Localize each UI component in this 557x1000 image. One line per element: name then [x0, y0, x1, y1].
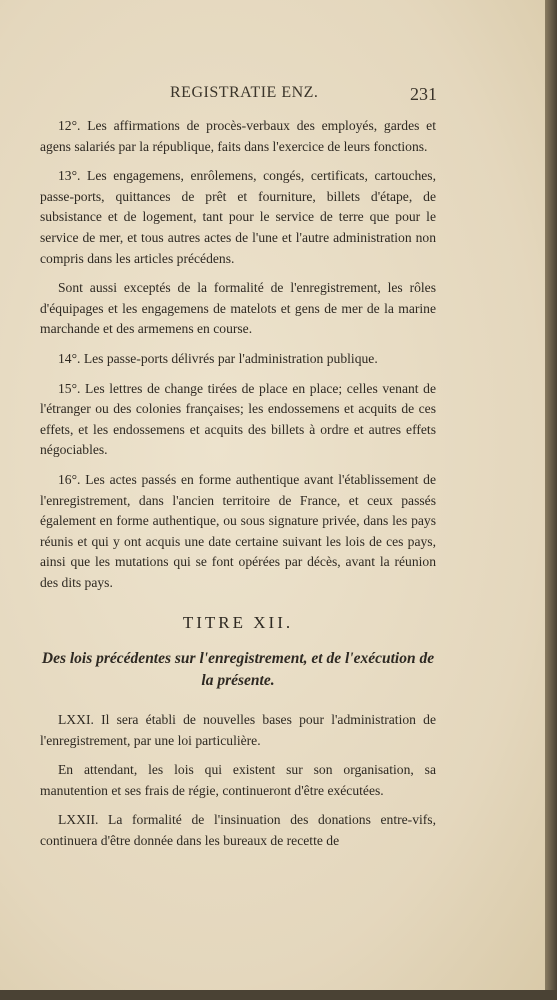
paragraph: LXXI. Il sera établi de nouvelles bases pour l'administration de l'enregistrement, par une loi particulière.	[40, 712, 436, 748]
paragraph: LXXII. La formalité de l'insinuation des donations entre-vifs, continuera d'être donnée dans les bureaux de recette de	[40, 812, 436, 849]
section-title: TITRE XII.	[182, 613, 294, 633]
body-text	[40, 116, 436, 861]
page-edge-right	[545, 0, 557, 1000]
paragraph: 15°. Les lettres de change tirées de place en place; celles venant de l'étranger ou des colonies françaises; les endossemens et acquits de ces effets, et les endossemens et acquits des billets à ordre et autres effets négociables.	[40, 380, 436, 458]
section-subtitle: Des lois précédentes sur l'enregistrement, et de l'exécution de la présente.	[41, 650, 435, 690]
page-header	[40, 84, 440, 108]
running-title: REGISTRATIE ENZ.	[170, 84, 319, 101]
page-number: 231	[410, 84, 437, 104]
paragraph: 13°. Les engagemens, enrôlemens, congés, certificats, cartouches, passe-ports, quittances de prêt et fourniture, billets d'étape, de subsistance et de logement, tant pour le service de terre que pour le service de mer, et tous autres actes de l'une et l'autre administration non compris dans les articles précédens.	[40, 168, 436, 266]
paragraph: Sont aussi exceptés de la formalité de l'enregistrement, les rôles d'équipages et les engagemens de matelots et gens de mer de la marine marchande et des armemens en course.	[40, 280, 436, 337]
page-edge-bottom	[0, 990, 557, 1000]
paragraph: En attendant, les lois qui existent sur son organisation, sa manutention et ses frais de régie, continueront d'être exécutées.	[40, 762, 436, 798]
paragraph: 16°. Les actes passés en forme authentique avant l'établissement de l'enregistrement, dans l'ancien territoire de France, et ceux passés également en forme authentique, ou sous signature privée, dans les pays réunis et qui y ont acquis une date certaine suivant les lois de ces pays, ainsi que les mutations qui se font opérées par décès, avant la réunion des dits pays.	[40, 471, 436, 590]
paragraph: 14°. Les passe-ports délivrés par l'administration publique.	[58, 350, 378, 366]
paragraph: 12°. Les affirmations de procès-verbaux des employés, gardes et agens salariés par la république, faits dans l'exercice de leurs fonctions.	[40, 118, 436, 154]
